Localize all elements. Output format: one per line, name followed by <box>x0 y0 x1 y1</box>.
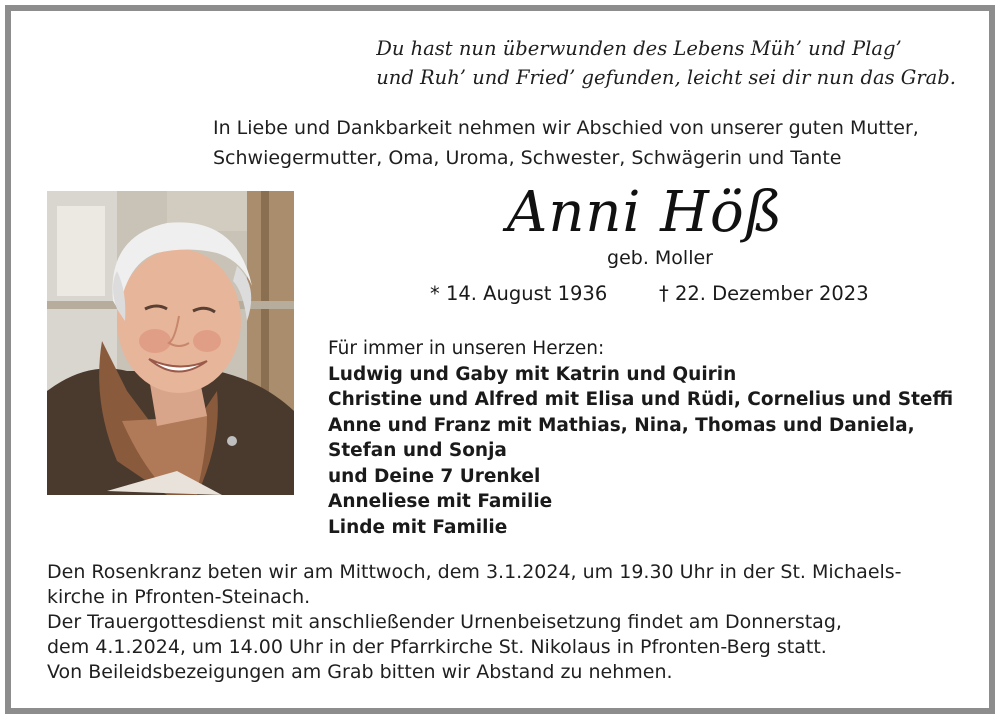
family-list <box>328 336 953 540</box>
intro-text <box>213 113 919 173</box>
service-notice <box>47 560 902 685</box>
family-member: Anne und Franz mit Mathias, Nina, Thomas und Daniela, <box>328 414 915 436</box>
notice-line: Von Beileidsbezeigungen am Grab bitten wir Abstand zu nehmen. <box>47 661 673 683</box>
intro-line-2: Schwiegermutter, Oma, Uroma, Schwester, Schwägerin und Tante <box>213 147 842 169</box>
death-date: † 22. Dezember 2023 <box>659 282 869 305</box>
family-member: Ludwig und Gaby mit Katrin und Quirin <box>328 363 737 385</box>
poem-line-1: Du hast nun überwunden des Lebens Müh’ und Plag’ <box>376 37 902 60</box>
intro-line-1: In Liebe und Dankbarkeit nehmen wir Abschied von unserer guten Mutter, <box>213 117 919 139</box>
family-member: Stefan und Sonja <box>328 440 507 461</box>
notice-line: dem 4.1.2024, um 14.00 Uhr in der Pfarrkirche St. Nikolaus in Pfronten-Berg statt. <box>47 636 827 658</box>
family-member: Anneliese mit Familie <box>328 491 553 512</box>
poem-line-2: und Ruh’ und Fried’ gefunden, leicht sei dir nun das Grab. <box>376 66 956 89</box>
family-heading: Für immer in unseren Herzen: <box>328 338 605 359</box>
portrait-photo <box>47 191 294 495</box>
notice-line: Der Trauergottesdienst mit anschließender Urnenbeisetzung findet am Donnerstag, <box>47 611 842 633</box>
family-member: und Deine 7 Urenkel <box>328 465 541 487</box>
notice-line: Den Rosenkranz beten wir am Mittwoch, dem 3.1.2024, um 19.30 Uhr in der St. Michaels- <box>47 561 902 583</box>
maiden-name: geb. Moller <box>607 247 713 269</box>
family-member: Linde mit Familie <box>328 516 508 538</box>
poem <box>376 34 956 92</box>
notice-line: kirche in Pfronten-Steinach. <box>47 586 311 608</box>
family-member: Christine und Alfred mit Elisa und Rüdi, Cornelius und Steffi <box>328 389 954 410</box>
birth-date: * 14. August 1936 <box>430 282 608 305</box>
deceased-name: Anni Höß <box>506 180 784 245</box>
